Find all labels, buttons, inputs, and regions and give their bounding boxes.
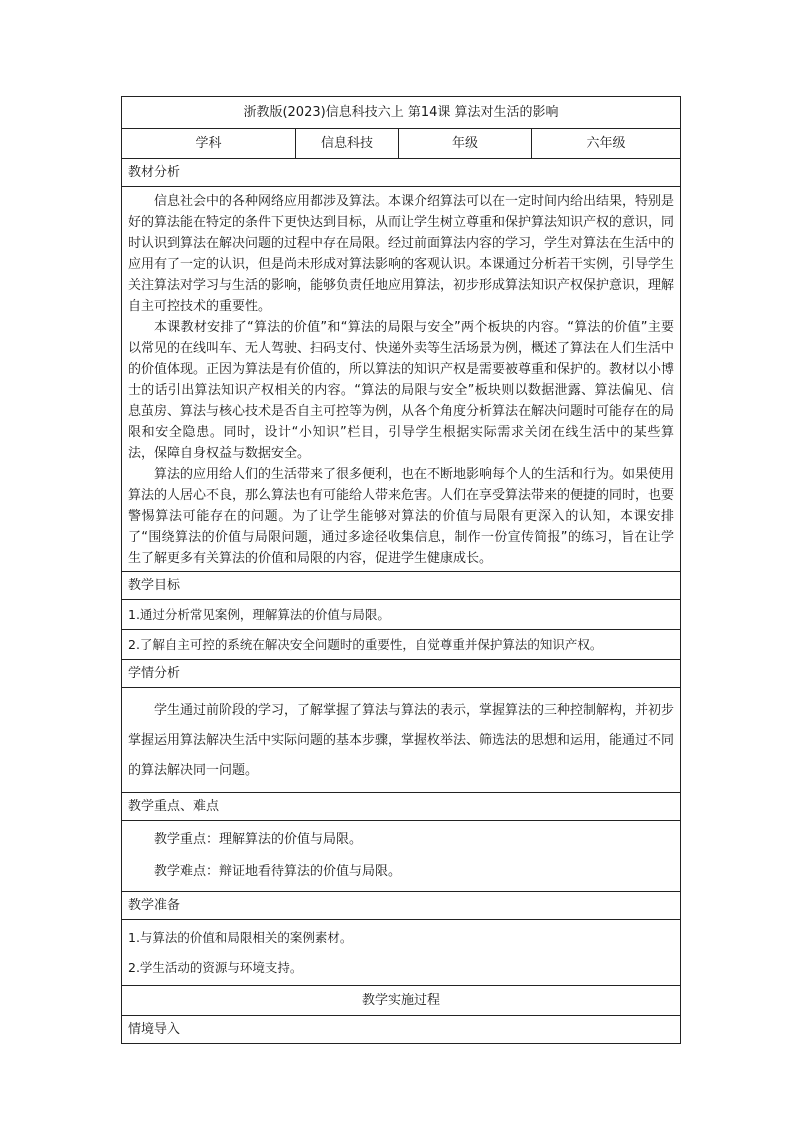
preparation-body xyxy=(122,919,680,985)
section-heading-teaching-goals: 教学目标 xyxy=(122,571,680,599)
section-heading-process: 教学实施过程 xyxy=(122,985,680,1015)
goal-item: 2.了解自主可控的系统在解决安全问题时的重要性，自觉尊重并保护算法的知识产权。 xyxy=(122,629,680,659)
paragraph: 算法的应用给人们的生活带来了很多便利，也在不断地影响每个人的生活和行为。如果使用算法的人居心不良，那么算法也有可能给人带来危害。人们在享受算法带来的便捷的同时，也要警惕算法可能存在的问题。为了让学生能够对算法的价值与局限有更深入的认知，本课安排了“围绕算法的价值与局限问题，通过多途径收集信息，制作一份宣传简报”的练习，旨在让学生了解更多有关算法的价值和局限的内容，促进学生健康成长。 xyxy=(128,467,675,566)
paragraph: 学生通过前阶段的学习，了解掌握了算法与算法的表示，掌握算法的三种控制解构，并初步掌握运用算法解决生活中实际问题的基本步骤，掌握枚举法、筛选法的思想和运用，能通过不同的算法解决同一问题。 xyxy=(128,703,675,778)
preparation-item: 2.学生活动的资源与环境支持。 xyxy=(128,960,303,975)
info-row xyxy=(122,128,680,158)
section-heading-textbook-analysis: 教材分析 xyxy=(122,158,680,186)
document-title: 浙教版(2023)信息科技六上 第14课 算法对生活的影响 xyxy=(243,105,559,120)
learner-analysis-body xyxy=(122,687,680,792)
process-step-intro: 情境导入 xyxy=(122,1015,680,1043)
grade-value: 六年级 xyxy=(531,129,680,158)
lesson-plan-table xyxy=(121,96,681,1044)
key-point: 教学重点：理解算法的价值与局限。 xyxy=(154,832,363,847)
section-heading-key-points: 教学重点、难点 xyxy=(122,792,680,820)
subject-value: 信息科技 xyxy=(295,129,398,158)
paragraph: 本课教材安排了“算法的价值”和“算法的局限与安全”两个板块的内容。“算法的价值”主要以常见的在线叫车、无人驾驶、扫码支付、快递外卖等生活场景为例，概述了算法在人们生活中的价值体现。正因为算法是有价值的，所以算法的知识产权是需要被尊重和保护的。教材以小博士的话引出算法知识产权相关的内容。“算法的局限与安全”板块则以数据泄露、算法偏见、信息茧房、算法与核心技术是否自主可控等为例，从各个角度分析算法在解决问题时可能存在的局限和安全隐患。同时，设计“小知识”栏目，引导学生根据实际需求关闭在线生活中的某些算法，保障自身权益与数据安全。 xyxy=(128,320,675,461)
section-heading-preparation: 教学准备 xyxy=(122,891,680,919)
goal-item: 1.通过分析常见案例，理解算法的价值与局限。 xyxy=(122,599,680,629)
preparation-item: 1.与算法的价值和局限相关的案例素材。 xyxy=(128,930,353,945)
key-points-body xyxy=(122,820,680,891)
grade-label: 年级 xyxy=(398,129,531,158)
section-heading-learner-analysis: 学情分析 xyxy=(122,659,680,687)
paragraph: 信息社会中的各种网络应用都涉及算法。本课介绍算法可以在一定时间内给出结果，特别是好的算法能在特定的条件下更快达到目标，从而让学生树立尊重和保护算法知识产权的意识，同时认识到算法在解决问题的过程中存在局限。经过前面算法内容的学习，学生对算法在生活中的应用有了一定的认识，但是尚未形成对算法影响的客观认识。本课通过分析若干实例，引导学生关注算法对学习与生活的影响，能够负责任地应用算法，初步形成算法知识产权保护意识，理解自主可控技术的重要性。 xyxy=(128,194,675,314)
difficult-point: 教学难点：辩证地看待算法的价值与局限。 xyxy=(154,864,402,879)
textbook-analysis-body xyxy=(122,186,680,571)
subject-label: 学科 xyxy=(195,136,222,151)
